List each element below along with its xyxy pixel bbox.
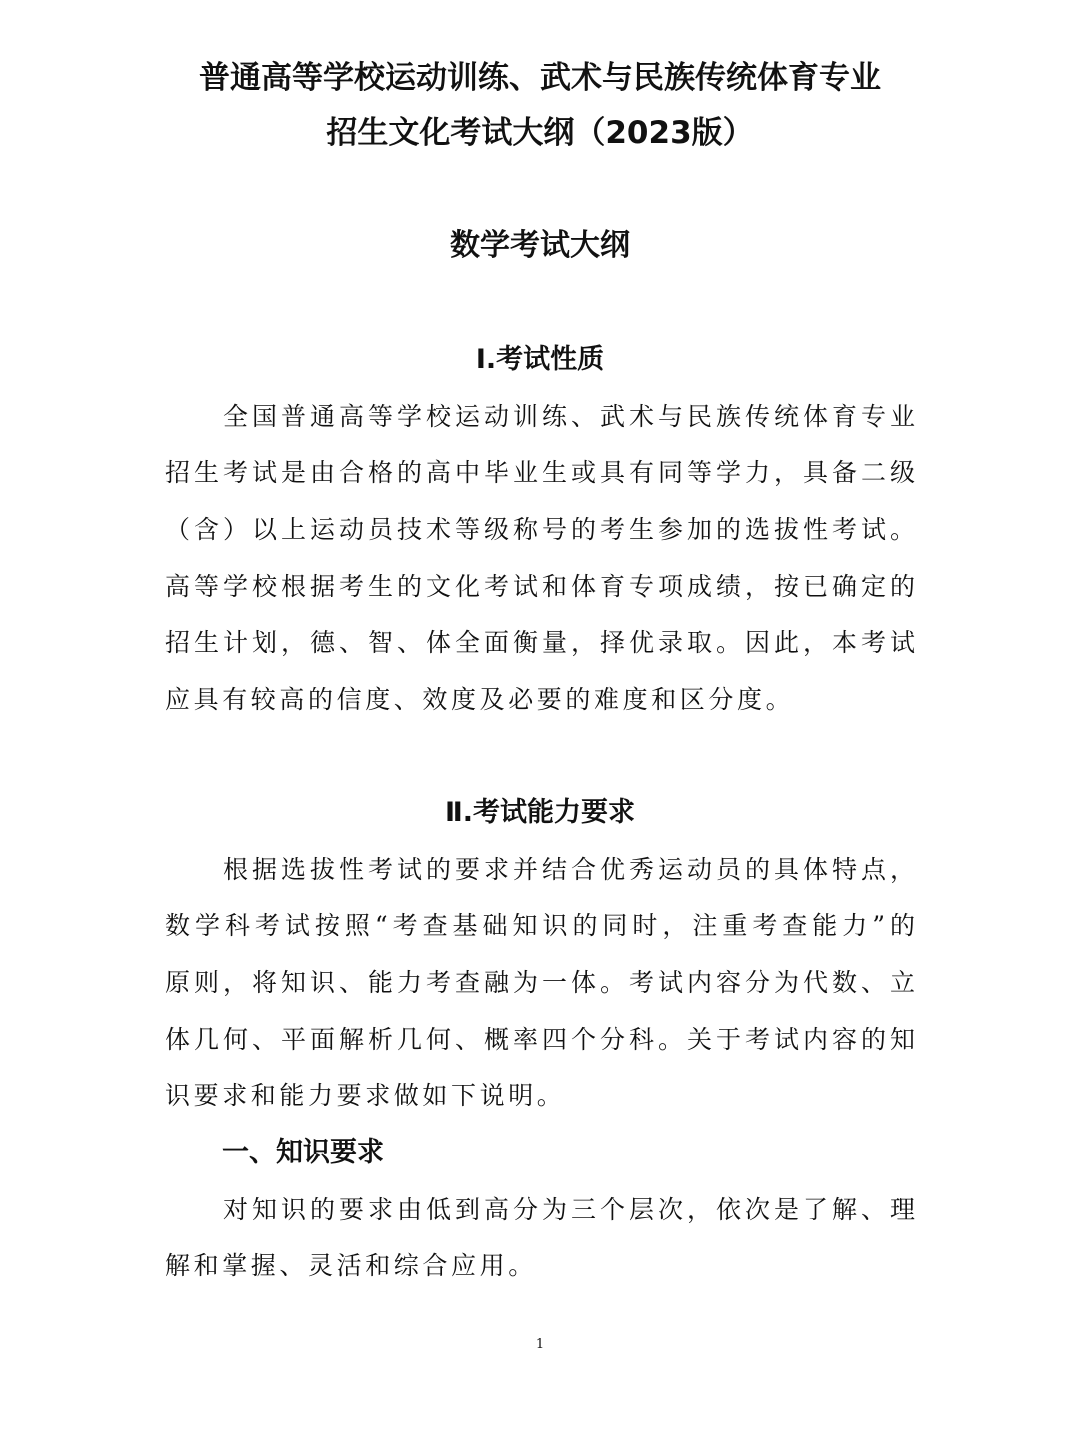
document-title-line-1: 普通高等学校运动训练、武术与民族传统体育专业: [199, 60, 881, 96]
paragraph-line: 体几何、平面解析几何、概率四个分科。关于考试内容的知: [165, 1025, 915, 1054]
page-number: 1: [535, 1337, 545, 1352]
paragraph-line: 原则，将知识、能力考查融为一体。考试内容分为代数、立: [165, 968, 915, 997]
paragraph-line: 高等学校根据考生的文化考试和体育专项成绩，按已确定的: [165, 572, 915, 601]
document-subtitle: 数学考试大纲: [450, 228, 630, 263]
section-heading-2: Ⅱ.考试能力要求: [444, 797, 636, 828]
paragraph-line: 招生计划，德、智、体全面衡量，择优录取。因此，本考试: [165, 628, 915, 657]
paragraph-line: 应具有较高的信度、效度及必要的难度和区分度。: [165, 685, 795, 714]
paragraph-line: 解和掌握、灵活和综合应用。: [165, 1251, 537, 1280]
paragraph-line: （含）以上运动员技术等级称号的考生参加的选拔性考试。: [165, 515, 915, 544]
document-title-line-2: 招生文化考试大纲（2023版）: [326, 115, 754, 151]
paragraph-line: 识要求和能力要求做如下说明。: [165, 1081, 566, 1110]
paragraph-line: 全国普通高等学校运动训练、武术与民族传统体育专业: [223, 402, 915, 431]
subsection-heading: 一、知识要求: [222, 1137, 384, 1168]
paragraph-line: 数学科考试按照“考查基础知识的同时，注重考查能力”的: [165, 911, 915, 940]
paragraph-line: 对知识的要求由低到高分为三个层次，依次是了解、理: [223, 1195, 915, 1224]
section-heading-1: Ⅰ.考试性质: [475, 344, 605, 375]
paragraph-line: 根据选拔性考试的要求并结合优秀运动员的具体特点，: [223, 855, 915, 884]
paragraph-line: 招生考试是由合格的高中毕业生或具有同等学力，具备二级: [165, 458, 915, 487]
